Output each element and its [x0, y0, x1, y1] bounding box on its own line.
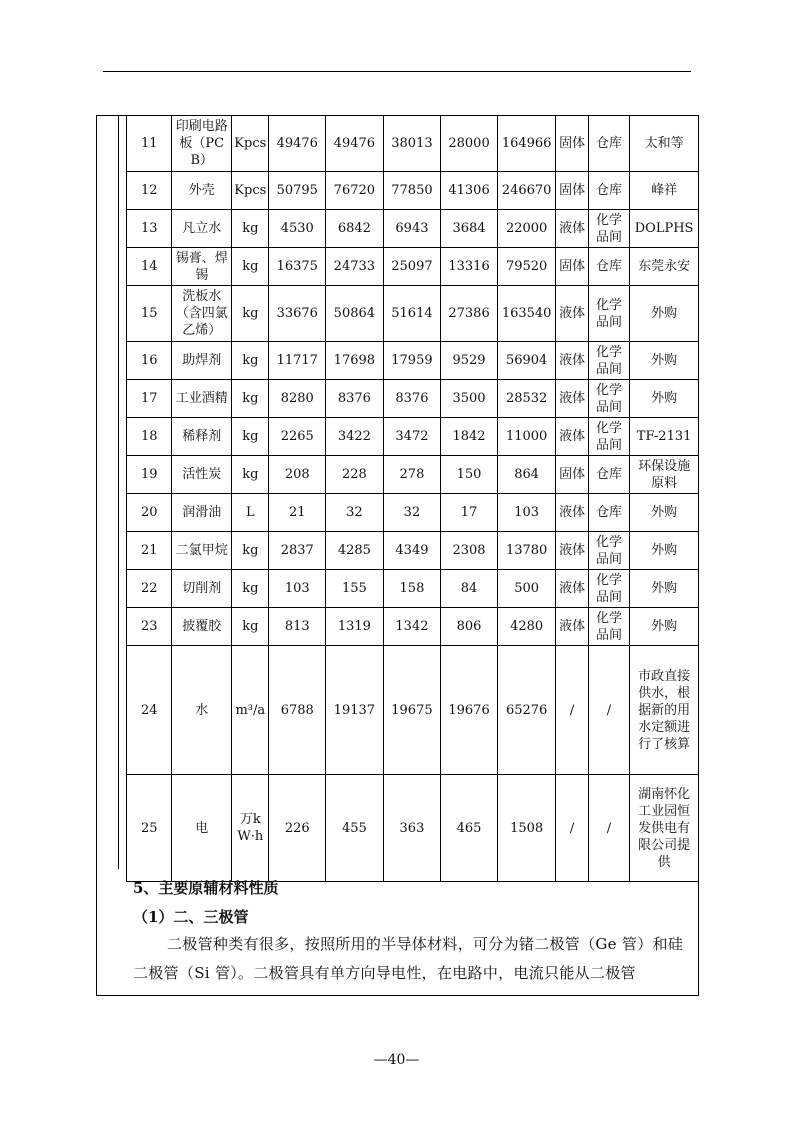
storage-location-cell: 仓库 — [588, 116, 629, 172]
storage-location-cell: / — [588, 646, 629, 775]
value-4-cell: 3684 — [441, 210, 498, 248]
page-number: —40— — [373, 1052, 420, 1068]
material-name-cell: 水 — [172, 646, 232, 775]
material-name-cell: 凡立水 — [172, 210, 232, 248]
storage-location-cell: 仓库 — [588, 172, 629, 210]
table-row — [127, 532, 699, 570]
source-cell: 市政直接供水，根据新的用水定额进行了核算 — [630, 646, 699, 775]
source-cell: 外购 — [630, 494, 699, 532]
table-row — [127, 172, 699, 210]
value-2-cell: 32 — [326, 494, 384, 532]
material-name-cell: 洗板水（含四氯乙烯） — [172, 286, 232, 342]
storage-location-cell: 化学品间 — [588, 418, 629, 456]
table-row — [127, 775, 699, 882]
frame-inner-line — [118, 115, 119, 869]
value-3-cell: 19675 — [383, 646, 441, 775]
material-name-cell: 二氯甲烷 — [172, 532, 232, 570]
storage-location-cell: / — [588, 775, 629, 882]
physical-form-cell: 液体 — [556, 494, 588, 532]
value-3-cell: 363 — [383, 775, 441, 882]
table-row — [127, 494, 699, 532]
unit-cell: kg — [232, 532, 269, 570]
value-4-cell: 465 — [441, 775, 498, 882]
table-row — [127, 608, 699, 646]
value-4-cell: 84 — [441, 570, 498, 608]
storage-location-cell: 化学品间 — [588, 532, 629, 570]
value-4-cell: 1842 — [441, 418, 498, 456]
value-5-cell: 28532 — [497, 380, 556, 418]
material-name-cell: 稀释剂 — [172, 418, 232, 456]
value-3-cell: 8376 — [383, 380, 441, 418]
value-1-cell: 21 — [269, 494, 326, 532]
physical-form-cell: 液体 — [556, 570, 588, 608]
value-5-cell: 56904 — [497, 342, 556, 380]
table-row — [127, 456, 699, 494]
storage-location-cell: 仓库 — [588, 248, 629, 286]
physical-form-cell: 固体 — [556, 248, 588, 286]
material-name-cell: 润滑油 — [172, 494, 232, 532]
value-2-cell: 155 — [326, 570, 384, 608]
value-1-cell: 33676 — [269, 286, 326, 342]
value-4-cell: 2308 — [441, 532, 498, 570]
physical-form-cell: 液体 — [556, 380, 588, 418]
unit-cell: kg — [232, 248, 269, 286]
table-row — [127, 210, 699, 248]
value-1-cell: 8280 — [269, 380, 326, 418]
value-3-cell: 4349 — [383, 532, 441, 570]
table-row — [127, 570, 699, 608]
paragraph: 二极管种类有很多，按照所用的半导体材料，可分为锗二极管（Ge 管）和硅二极管（Si 管）。二极管具有单方向导电性，在电路中，电流只能从二极管 — [133, 935, 684, 982]
material-name-cell: 印刷电路板（PCB） — [172, 116, 232, 172]
value-3-cell: 38013 — [383, 116, 441, 172]
value-5-cell: 79520 — [497, 248, 556, 286]
row-number-cell: 18 — [127, 418, 172, 456]
row-number-cell: 12 — [127, 172, 172, 210]
physical-form-cell: 液体 — [556, 286, 588, 342]
unit-cell: Kpcs — [232, 116, 269, 172]
value-2-cell: 76720 — [326, 172, 384, 210]
value-2-cell: 8376 — [326, 380, 384, 418]
source-cell: 外购 — [630, 532, 699, 570]
source-cell: TF-2131 — [630, 418, 699, 456]
row-number-cell: 16 — [127, 342, 172, 380]
material-name-cell: 外壳 — [172, 172, 232, 210]
unit-cell: kg — [232, 456, 269, 494]
source-cell: 外购 — [630, 380, 699, 418]
value-4-cell: 27386 — [441, 286, 498, 342]
storage-location-cell: 化学品间 — [588, 380, 629, 418]
value-3-cell: 1342 — [383, 608, 441, 646]
value-4-cell: 3500 — [441, 380, 498, 418]
value-5-cell: 163540 — [497, 286, 556, 342]
value-3-cell: 6943 — [383, 210, 441, 248]
unit-cell: kg — [232, 608, 269, 646]
table-row — [127, 342, 699, 380]
value-5-cell: 103 — [497, 494, 556, 532]
value-2-cell: 228 — [326, 456, 384, 494]
value-2-cell: 455 — [326, 775, 384, 882]
value-2-cell: 50864 — [326, 286, 384, 342]
table-row — [127, 116, 699, 172]
value-4-cell: 19676 — [441, 646, 498, 775]
materials-table — [126, 115, 699, 882]
row-number-cell: 24 — [127, 646, 172, 775]
row-number-cell: 14 — [127, 248, 172, 286]
value-5-cell: 11000 — [497, 418, 556, 456]
storage-location-cell: 化学品间 — [588, 286, 629, 342]
physical-form-cell: 液体 — [556, 418, 588, 456]
value-5-cell: 864 — [497, 456, 556, 494]
value-5-cell: 13780 — [497, 532, 556, 570]
row-number-cell: 25 — [127, 775, 172, 882]
row-number-cell: 17 — [127, 380, 172, 418]
value-2-cell: 17698 — [326, 342, 384, 380]
material-name-cell: 电 — [172, 775, 232, 882]
table-row — [127, 646, 699, 775]
value-1-cell: 16375 — [269, 248, 326, 286]
row-number-cell: 19 — [127, 456, 172, 494]
physical-form-cell: 固体 — [556, 456, 588, 494]
storage-location-cell: 化学品间 — [588, 608, 629, 646]
storage-location-cell: 化学品间 — [588, 210, 629, 248]
row-number-cell: 21 — [127, 532, 172, 570]
physical-form-cell: 固体 — [556, 172, 588, 210]
physical-form-cell: 液体 — [556, 532, 588, 570]
value-2-cell: 1319 — [326, 608, 384, 646]
unit-cell: kg — [232, 418, 269, 456]
physical-form-cell: 固体 — [556, 116, 588, 172]
value-3-cell: 32 — [383, 494, 441, 532]
value-1-cell: 4530 — [269, 210, 326, 248]
value-1-cell: 6788 — [269, 646, 326, 775]
value-2-cell: 19137 — [326, 646, 384, 775]
value-3-cell: 25097 — [383, 248, 441, 286]
value-5-cell: 246670 — [497, 172, 556, 210]
section-5-1-title: （1）二、三极管 — [133, 908, 249, 926]
unit-cell: L — [232, 494, 269, 532]
value-5-cell: 500 — [497, 570, 556, 608]
source-cell: 环保设施原料 — [630, 456, 699, 494]
unit-cell: kg — [232, 570, 269, 608]
table-row — [127, 286, 699, 342]
value-1-cell: 11717 — [269, 342, 326, 380]
unit-cell: kg — [232, 342, 269, 380]
physical-form-cell: 液体 — [556, 342, 588, 380]
value-4-cell: 806 — [441, 608, 498, 646]
table-row — [127, 380, 699, 418]
value-3-cell: 278 — [383, 456, 441, 494]
physical-form-cell: 液体 — [556, 608, 588, 646]
material-name-cell: 披覆胶 — [172, 608, 232, 646]
material-name-cell: 助焊剂 — [172, 342, 232, 380]
unit-cell: Kpcs — [232, 172, 269, 210]
value-2-cell: 6842 — [326, 210, 384, 248]
value-1-cell: 2265 — [269, 418, 326, 456]
row-number-cell: 15 — [127, 286, 172, 342]
value-3-cell: 77850 — [383, 172, 441, 210]
row-number-cell: 13 — [127, 210, 172, 248]
source-cell: DOLPHS — [630, 210, 699, 248]
value-2-cell: 49476 — [326, 116, 384, 172]
value-4-cell: 13316 — [441, 248, 498, 286]
unit-cell: kg — [232, 380, 269, 418]
value-2-cell: 24733 — [326, 248, 384, 286]
source-cell: 峰祥 — [630, 172, 699, 210]
value-3-cell: 3472 — [383, 418, 441, 456]
table-row — [127, 248, 699, 286]
source-cell: 外购 — [630, 286, 699, 342]
value-1-cell: 49476 — [269, 116, 326, 172]
storage-location-cell: 化学品间 — [588, 342, 629, 380]
material-name-cell: 锡膏、焊锡 — [172, 248, 232, 286]
storage-location-cell: 化学品间 — [588, 570, 629, 608]
value-4-cell: 9529 — [441, 342, 498, 380]
table-row — [127, 418, 699, 456]
value-4-cell: 17 — [441, 494, 498, 532]
value-5-cell: 4280 — [497, 608, 556, 646]
unit-cell: 万kW·h — [232, 775, 269, 882]
value-1-cell: 2837 — [269, 532, 326, 570]
value-1-cell: 813 — [269, 608, 326, 646]
physical-form-cell: / — [556, 646, 588, 775]
unit-cell: kg — [232, 286, 269, 342]
row-number-cell: 20 — [127, 494, 172, 532]
unit-cell: m³/a — [232, 646, 269, 775]
value-1-cell: 226 — [269, 775, 326, 882]
storage-location-cell: 仓库 — [588, 494, 629, 532]
physical-form-cell: 液体 — [556, 210, 588, 248]
row-number-cell: 23 — [127, 608, 172, 646]
source-cell: 外购 — [630, 608, 699, 646]
row-number-cell: 11 — [127, 116, 172, 172]
header-rule — [103, 71, 691, 72]
material-name-cell: 工业酒精 — [172, 380, 232, 418]
value-4-cell: 28000 — [441, 116, 498, 172]
source-cell: 东莞永安 — [630, 248, 699, 286]
source-cell: 外购 — [630, 342, 699, 380]
value-5-cell: 22000 — [497, 210, 556, 248]
physical-form-cell: / — [556, 775, 588, 882]
row-number-cell: 22 — [127, 570, 172, 608]
value-3-cell: 17959 — [383, 342, 441, 380]
storage-location-cell: 仓库 — [588, 456, 629, 494]
section-5-title: 5、主要原辅材料性质 — [133, 879, 279, 897]
source-cell: 外购 — [630, 570, 699, 608]
material-name-cell: 切削剂 — [172, 570, 232, 608]
value-4-cell: 150 — [441, 456, 498, 494]
value-1-cell: 50795 — [269, 172, 326, 210]
value-2-cell: 4285 — [326, 532, 384, 570]
value-3-cell: 158 — [383, 570, 441, 608]
source-cell: 湖南怀化工业园恒发供电有限公司提供 — [630, 775, 699, 882]
value-1-cell: 103 — [269, 570, 326, 608]
material-name-cell: 活性炭 — [172, 456, 232, 494]
unit-cell: kg — [232, 210, 269, 248]
value-2-cell: 3422 — [326, 418, 384, 456]
value-3-cell: 51614 — [383, 286, 441, 342]
value-4-cell: 41306 — [441, 172, 498, 210]
value-5-cell: 1508 — [497, 775, 556, 882]
source-cell: 太和等 — [630, 116, 699, 172]
value-1-cell: 208 — [269, 456, 326, 494]
value-5-cell: 65276 — [497, 646, 556, 775]
value-5-cell: 164966 — [497, 116, 556, 172]
